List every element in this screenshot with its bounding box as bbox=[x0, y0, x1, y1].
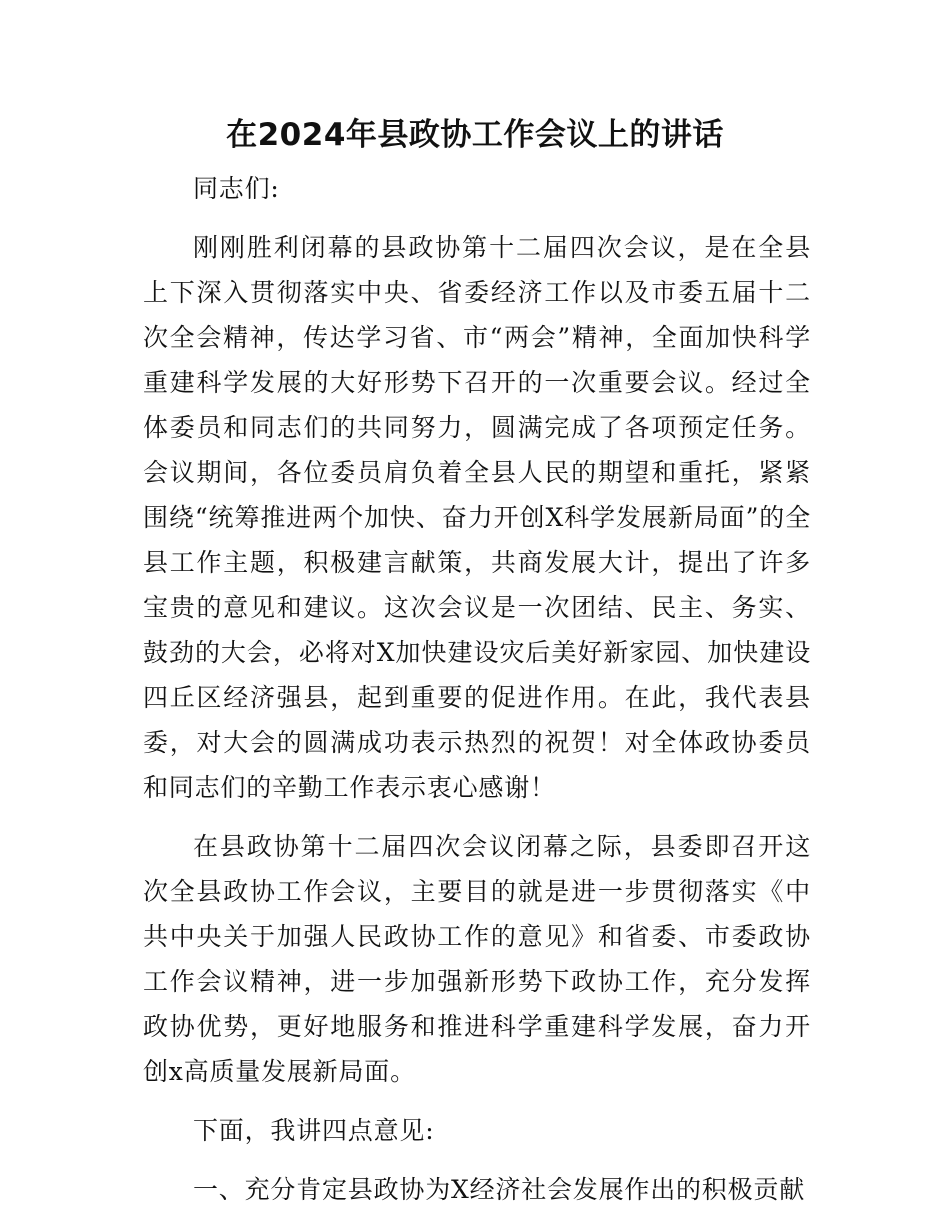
document-title: 在2024年县政协工作会议上的讲话 bbox=[226, 117, 724, 153]
salutation: 同志们: bbox=[193, 174, 280, 203]
section-heading: 一、充分肯定县政协为X经济社会发展作出的积极贡献 bbox=[193, 1175, 805, 1204]
paragraph-purpose: 在县政协第十二届四次会议闭幕之际，县委即召开这次全县政协工作会议，主要目的就是进一步贯彻落实《中共中央关于加强人民政协工作的意见》和省委、市委政协工作会议精神，进一步加强新形势下政协工作，充分发挥政协优势，更好地服务和推进科学重建科学发展，奋力开创x高质量发展新局面。 bbox=[143, 832, 811, 1086]
document-body bbox=[143, 166, 811, 1212]
paragraph-intro-points: 下面，我讲四点意见: bbox=[193, 1116, 435, 1145]
paragraph-opening: 刚刚胜利闭幕的县政协第十二届四次会议，是在全县上下深入贯彻落实中央、省委经济工作以及市委五届十二次全会精神，传达学习省、市“两会”精神，全面加快科学重建科学发展的大好形势下召开的一次重要会议。经过全体委员和同志们的共同努力，圆满完成了各项预定任务。会议期间，各位委员肩负着全县人民的期望和重托，紧紧围绕“统筹推进两个加快、奋力开创X科学发展新局面”的全县工作主题，积极建言献策，共商发展大计，提出了许多宝贵的意见和建议。这次会议是一次团结、民主、务实、鼓劲的大会，必将对X加快建设灾后美好新家园、加快建设四丘区经济强县，起到重要的促进作用。在此，我代表县委，对大会的圆满成功表示热烈的祝贺！对全体政协委员和同志们的辛勤工作表示衷心感谢！ bbox=[143, 233, 811, 802]
